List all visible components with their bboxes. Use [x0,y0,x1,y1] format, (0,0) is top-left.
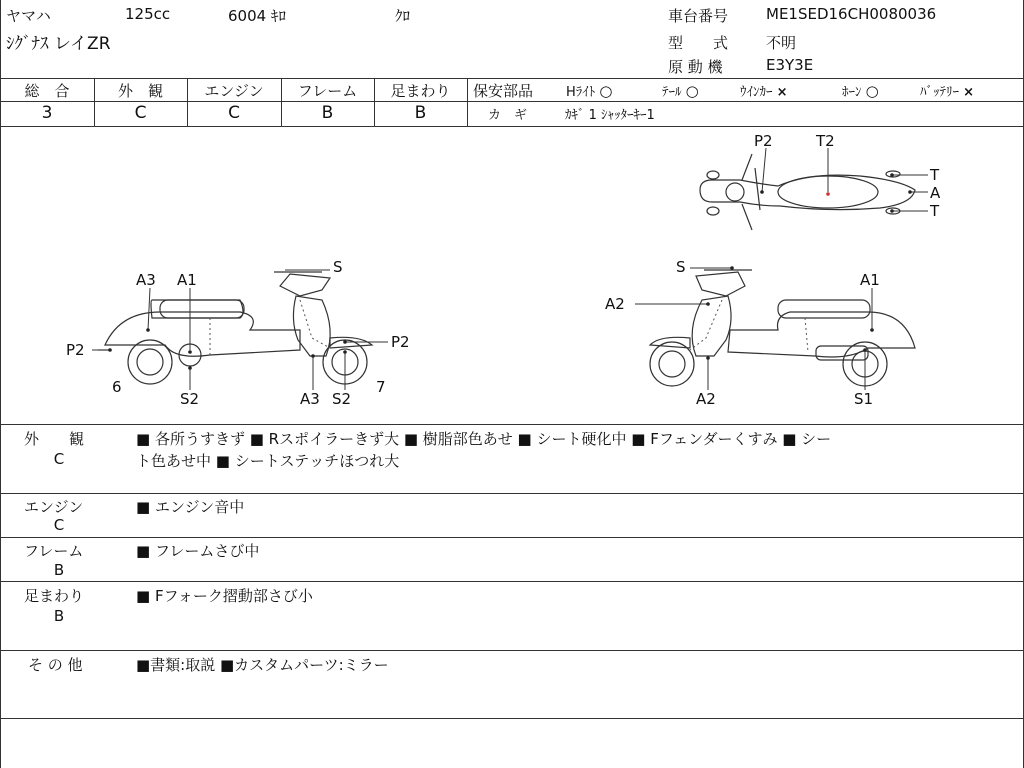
label-left-7: 7 [376,378,386,396]
label-left-s2-right: S2 [332,390,352,408]
top-view-scooter-icon [700,154,915,230]
label-right-s1: S1 [854,390,874,408]
remark-text-suspension: ■ Fフォーク摺動部さび小 [136,587,313,605]
remark-label-exterior: 外 観 [24,430,85,448]
winker-mark: × [776,85,788,100]
safety-item-name: Hﾗｲﾄ [566,85,596,100]
engine-label: 原 動 機 [668,58,723,76]
maker: ヤマハ [6,7,51,25]
grade-header-engine: エンジン [204,82,264,100]
tail-mark: ○ [685,82,699,100]
label-left-s2-left: S2 [180,390,200,408]
safety-item-headlight [566,81,613,100]
remark-label-frame: フレーム [24,542,84,560]
label-top-t-upper: T [930,166,940,184]
engine-value: E3Y3E [766,56,814,74]
remark-text-other: ■書類:取説 ■カスタムパーツ:ミラー [136,656,389,674]
remark-text-exterior: ■ 各所うすきず ■ Rスポイラーきず大 ■ 樹脂部色あせ ■ シート硬化中 ■ Fフェンダーくすみ ■ シー [136,430,832,448]
color: ｸﾛ [395,7,411,25]
grade-header-exterior: 外 観 [117,82,163,100]
safety-item-winker [740,81,788,100]
label-left-p2-left: P2 [66,341,85,359]
grade-header-suspension: 足まわり [390,82,451,100]
remark-text-exterior-2: ト色あせ中 ■ シートステッチほつれ大 [136,452,400,470]
displacement: 125cc [125,5,171,23]
grade-header-frame: フレーム [297,82,358,100]
safety-item-tail [662,81,699,100]
label-top-a: A [930,184,941,202]
remark-label-other: そ の 他 [28,656,83,674]
label-left-s: S [333,258,343,276]
safety-item-name: ﾃｰﾙ [662,85,682,100]
remark-grade-suspension: B [53,607,65,625]
label-right-s: S [676,258,686,276]
label-left-a3: A3 [136,271,156,289]
label-top-t-lower: T [930,202,940,220]
label-right-a2: A2 [605,295,625,313]
remark-label-suspension: 足まわり [24,587,85,605]
frame-no-label: 車台番号 [668,7,729,25]
battery-mark: × [963,85,975,100]
safety-item-name: ｳｲﾝｶｰ [740,85,773,100]
safety-item-horn [842,81,879,100]
label-right-a2-bottom: A2 [696,390,716,408]
key-value: ｶｷﾞ 1 ｼｬｯﾀｰｷｰ1 [565,108,655,123]
key-label: カ ギ [488,108,528,123]
type-value: 不明 [766,34,797,52]
grade-value-frame: B [321,103,334,123]
label-top-t2: T2 [816,132,835,150]
grade-value-exterior: C [134,103,147,123]
remark-text-frame: ■ フレームさび中 [136,542,260,560]
headlight-mark: ○ [599,82,613,100]
remark-grade-exterior: C [53,450,65,468]
damage-diagram [0,126,1024,426]
grade-value-total: 3 [41,103,53,123]
label-left-p2-right: P2 [391,333,410,351]
safety-item-battery [920,81,974,100]
safety-item-name: ﾎｰﾝ [842,85,862,100]
label-left-a3-bottom: A3 [300,390,320,408]
remark-label-engine: エンジン [24,498,84,516]
model-name: ｼｸﾞﾅｽ レイZR [6,34,111,54]
remark-grade-frame: B [53,561,65,579]
grade-value-suspension: B [414,103,427,123]
grade-value-engine: C [228,103,240,123]
remark-text-engine: ■ エンジン音中 [136,498,245,516]
grade-header-total: 総 合 [24,82,70,100]
safety-label: 保安部品 [473,82,534,100]
horn-mark: ○ [865,82,879,100]
safety-item-name: ﾊﾞｯﾃﾘｰ [920,85,959,100]
remark-grade-engine: C [53,516,65,534]
label-top-p2: P2 [754,132,773,150]
label-left-6: 6 [112,378,122,396]
type-label: 型 式 [668,34,729,52]
mileage: 6004 ｷﾛ [228,7,286,25]
label-left-a1: A1 [177,271,197,289]
label-right-a1: A1 [860,271,880,289]
frame-no: ME1SED16CH0080036 [766,5,937,23]
